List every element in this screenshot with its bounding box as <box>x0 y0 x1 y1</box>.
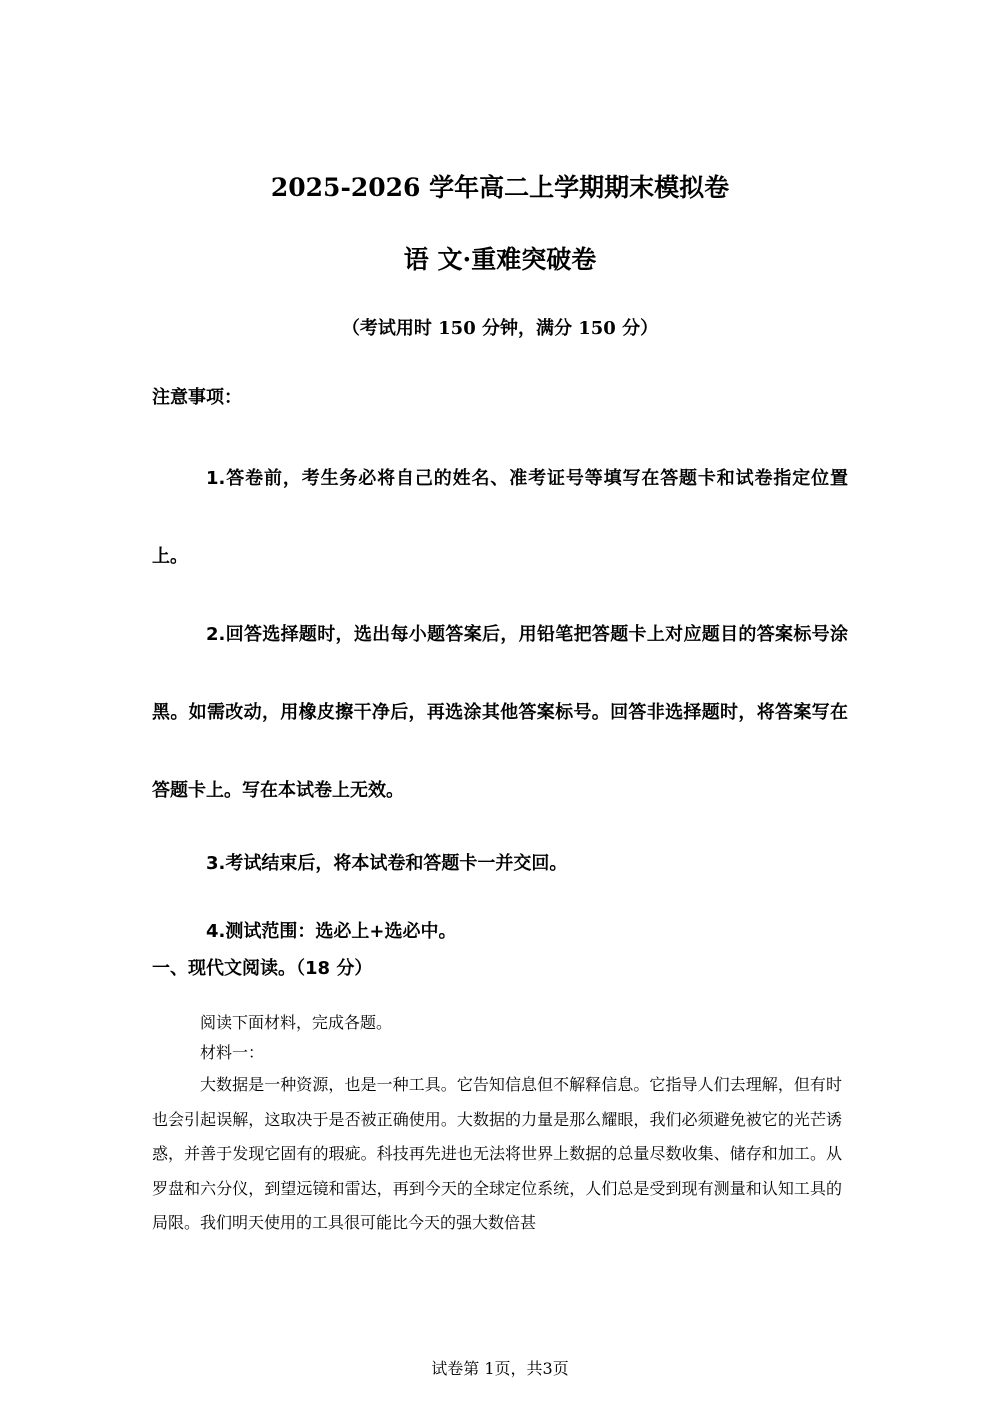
exam-title: 2025-2026 学年高二上学期期末模拟卷 <box>270 173 730 202</box>
exam-time-info: （考试用时 150 分钟，满分 150 分） <box>341 318 659 339</box>
page-footer: 试卷第 1页，共3页 <box>431 1359 569 1378</box>
reading-instruction: 阅读下面材料，完成各题。 <box>200 1013 393 1032</box>
notice-heading: 注意事项： <box>152 387 242 408</box>
notice-item-1: 1.答卷前，考生务必将自己的姓名、准考证号等填写在答题卡和试卷指定位置上。 <box>152 468 848 567</box>
material-paragraph: 大数据是一种资源，也是一种工具。它告知信息但不解释信息。它指导人们去理解，但有时也会引起误解，这取决于是否被正确使用。大数据的力量是那么耀眼，我们必须避免被它的光芒诱惑，并善于发现它固有的瑕疵。科技再先进也无法将世界上数据的总量尽数收集、储存和加工。从罗盘和六分仪，到望远镜和雷达，再到今天的全球定位系统，人们总是受到现有测量和认知工具的局限。我们明天使用的工具很可能比今天的强大数倍甚 <box>152 1075 842 1232</box>
notice-item-3: 3.考试结束后，将本试卷和答题卡一并交回。 <box>206 853 568 874</box>
section-heading: 一、现代文阅读。（18 分） <box>152 958 373 979</box>
notice-item-4: 4.测试范围：选必上+选必中。 <box>206 921 457 942</box>
notice-list <box>152 440 848 966</box>
material-label: 材料一： <box>200 1043 265 1062</box>
exam-subtitle: 语 文·重难突破卷 <box>403 245 597 274</box>
notice-item-2: 2.回答选择题时，选出每小题答案后，用铅笔把答题卡上对应题目的答案标号涂黑。如需改动，用橡皮擦干净后，再选涂其他答案标号。回答非选择题时，将答案写在答题卡上。写在本试卷上无效。 <box>152 624 848 801</box>
reading-material <box>152 1008 842 1241</box>
